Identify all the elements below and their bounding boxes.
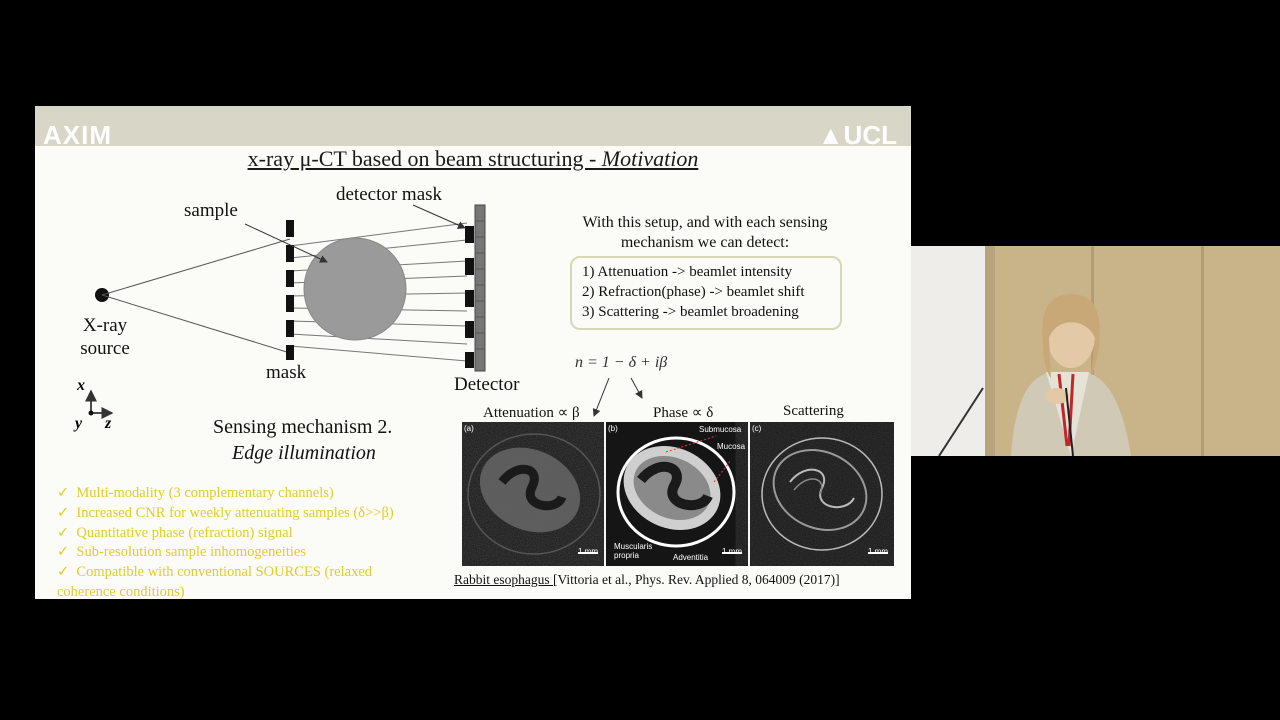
citation-sample: Rabbit esophagus [454,572,553,587]
scale-bar-a: 1 mm [578,547,598,556]
benefit-item: ✓ Quantitative phase (refraction) signal [57,524,293,541]
benefit-item: ✓ Sub-resolution sample inhomogeneities [57,544,306,561]
adventitia-label: Adventitia [673,553,709,562]
citation-reference: [Vittoria et al., Phys. Rev. Applied 8, 064009 (2017)] [553,572,840,587]
presentation-slide [35,106,911,599]
detector-mask-label: detector mask [336,184,443,205]
ct-panel-scattering [750,422,894,566]
title-main: x-ray μ-CT based on beam structuring - [247,146,602,171]
detect-list-box [570,256,842,330]
check-icon: ✓ [57,504,70,521]
scale-bar-b: 1 mm [722,547,742,556]
panel-c-label: (c) [752,424,762,433]
mucosa-label: Mucosa [717,442,746,451]
mask-label: mask [266,362,307,383]
attenuation-title: Attenuation ∝ β [483,405,580,421]
sample-label: sample [184,200,238,221]
benefit-item: ✓ Increased CNR for weekly attenuating samples (δ>>β) [57,504,394,521]
ct-image-panels [462,422,894,566]
axis-x-label: x [77,377,85,394]
detect-intro: With this setup, and with each sensing mechanism we can detect: [582,214,828,251]
sensing-mechanism-title: Sensing mechanism 2. [213,416,393,438]
check-icon: ✓ [57,544,70,561]
detector-label: Detector [454,374,520,395]
check-icon: ✓ [57,564,70,581]
title-italic: Motivation [601,146,699,171]
detect-item: 2) Refraction(phase) -> beamlet shift [582,284,805,300]
sensing-mechanism-name: Edge illumination [232,442,376,464]
refractive-index-formula: n = 1 − δ + iβ [575,354,668,371]
detect-item: 3) Scattering -> beamlet broadening [582,304,799,320]
detect-item: 1) Attenuation -> beamlet intensity [582,264,793,280]
detector [475,205,485,371]
detector-mask [465,226,474,368]
sample-circle [304,238,406,340]
speaker-video [911,246,1280,456]
scale-bar-c: 1 mm [868,547,888,556]
check-icon: ✓ [57,485,70,501]
muscularis-label: Muscularis propria [614,542,653,560]
benefit-item: ✓ Compatible with conventional SOURCES (relaxed coherence conditions) [57,564,372,599]
ucl-logo: ▲UCL [817,120,897,150]
axim-logo: AXIM [43,120,112,150]
panel-b-label: (b) [608,424,618,433]
benefits-list [57,484,457,599]
citation [454,572,840,588]
scattering-title: Scattering [783,403,844,419]
panel-a-label: (a) [464,424,474,433]
axis-y-label: y [75,415,83,432]
check-icon: ✓ [57,524,70,541]
phase-title: Phase ∝ δ [653,405,714,421]
submucosa-label: Submucosa [699,425,742,434]
sample-mask [286,220,294,360]
ct-panel-attenuation [462,422,604,566]
benefit-item: ✓ Multi-modality (3 complementary channels) [57,485,334,501]
axis-z-label: z [105,415,112,432]
xray-source-label: X-ray source [80,315,130,359]
